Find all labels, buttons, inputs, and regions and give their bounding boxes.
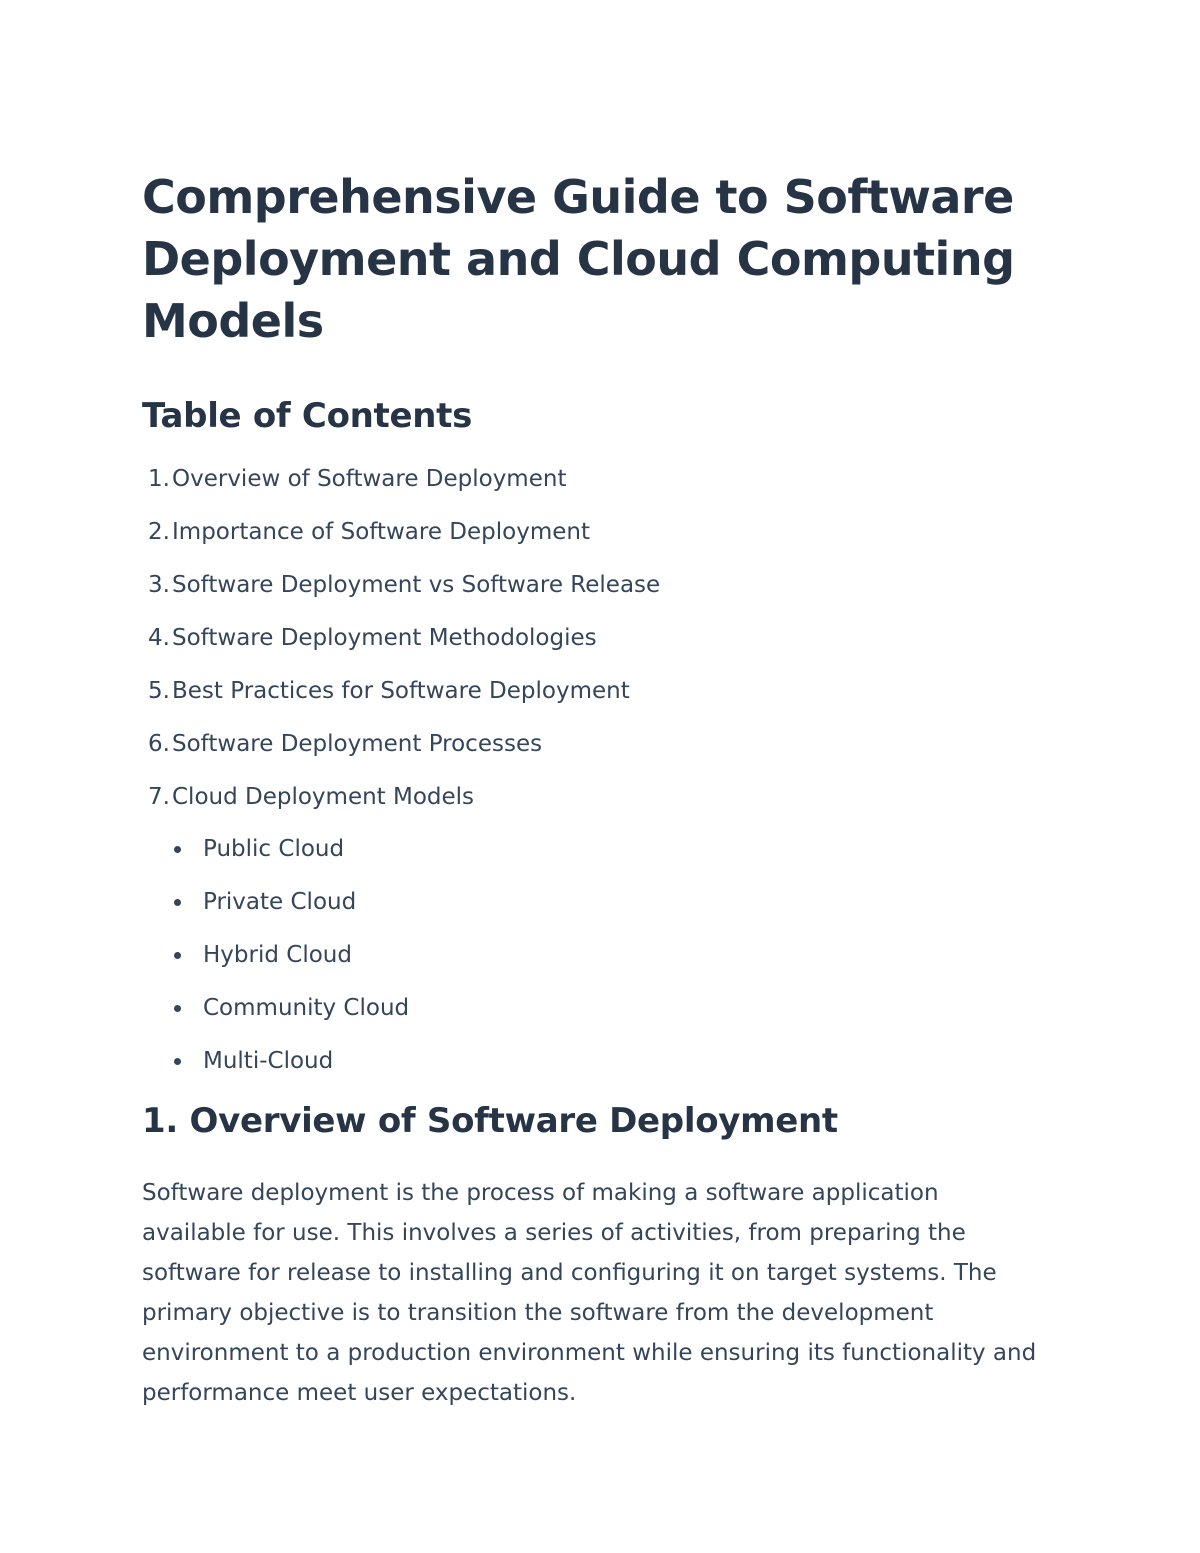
toc-subitem-label[interactable]: Hybrid Cloud [203,942,352,968]
section-paragraph: Software deployment is the process of making a software application available for use. This involves a series of activities, from preparing the software for release to installing and configuring it on target systems. The primary objective is to transition the software from the development environment to a production environment while ensuring its functionality and performance meet user expectations. [142,1180,1037,1406]
toc-subitem-label[interactable]: Public Cloud [203,836,345,862]
toc-subitem[interactable] [170,834,1062,864]
toc-item-label[interactable]: Software Deployment Processes [172,731,543,757]
toc-item-label[interactable]: Overview of Software Deployment [172,466,567,492]
toc-item-number: 6. [148,731,170,757]
section-heading: 1. Overview of Software Deployment [142,1101,838,1141]
bullet-icon [174,1058,181,1065]
toc-item[interactable] [142,729,1062,759]
toc-subitem-label[interactable]: Community Cloud [203,995,410,1021]
table-of-contents [142,464,1062,812]
toc-item[interactable] [142,570,1062,600]
toc-item[interactable] [142,623,1062,653]
toc-subitem[interactable] [170,993,1062,1023]
toc-item[interactable] [142,464,1062,494]
toc-item-number: 4. [148,625,170,651]
toc-item-number: 3. [148,572,170,598]
toc-subitem-label[interactable]: Private Cloud [203,889,357,915]
document-page [142,166,1062,1413]
toc-subitems [170,834,1062,1076]
toc-item-number: 2. [148,519,170,545]
toc-item[interactable] [142,782,1062,812]
toc-item-label[interactable]: Software Deployment vs Software Release [172,572,661,598]
toc-item-label[interactable]: Importance of Software Deployment [172,519,590,545]
toc-heading: Table of Contents [142,396,473,436]
toc-item[interactable] [142,676,1062,706]
bullet-icon [174,899,181,906]
toc-subitem-label[interactable]: Multi-Cloud [203,1048,334,1074]
bullet-icon [174,846,181,853]
toc-item-label[interactable]: Best Practices for Software Deployment [172,678,630,704]
toc-item[interactable] [142,517,1062,547]
bullet-icon [174,1005,181,1012]
toc-item-number: 5. [148,678,170,704]
toc-item-number: 1. [148,466,170,492]
toc-subitem[interactable] [170,940,1062,970]
document-title: Comprehensive Guide to Software Deployment and Cloud Computing Models [142,170,1015,348]
toc-subitem[interactable] [170,887,1062,917]
toc-item-label[interactable]: Software Deployment Methodologies [172,625,597,651]
toc-subitem[interactable] [170,1046,1062,1076]
toc-item-label[interactable]: Cloud Deployment Models [172,784,475,810]
bullet-icon [174,952,181,959]
toc-item-number: 7. [148,784,170,810]
